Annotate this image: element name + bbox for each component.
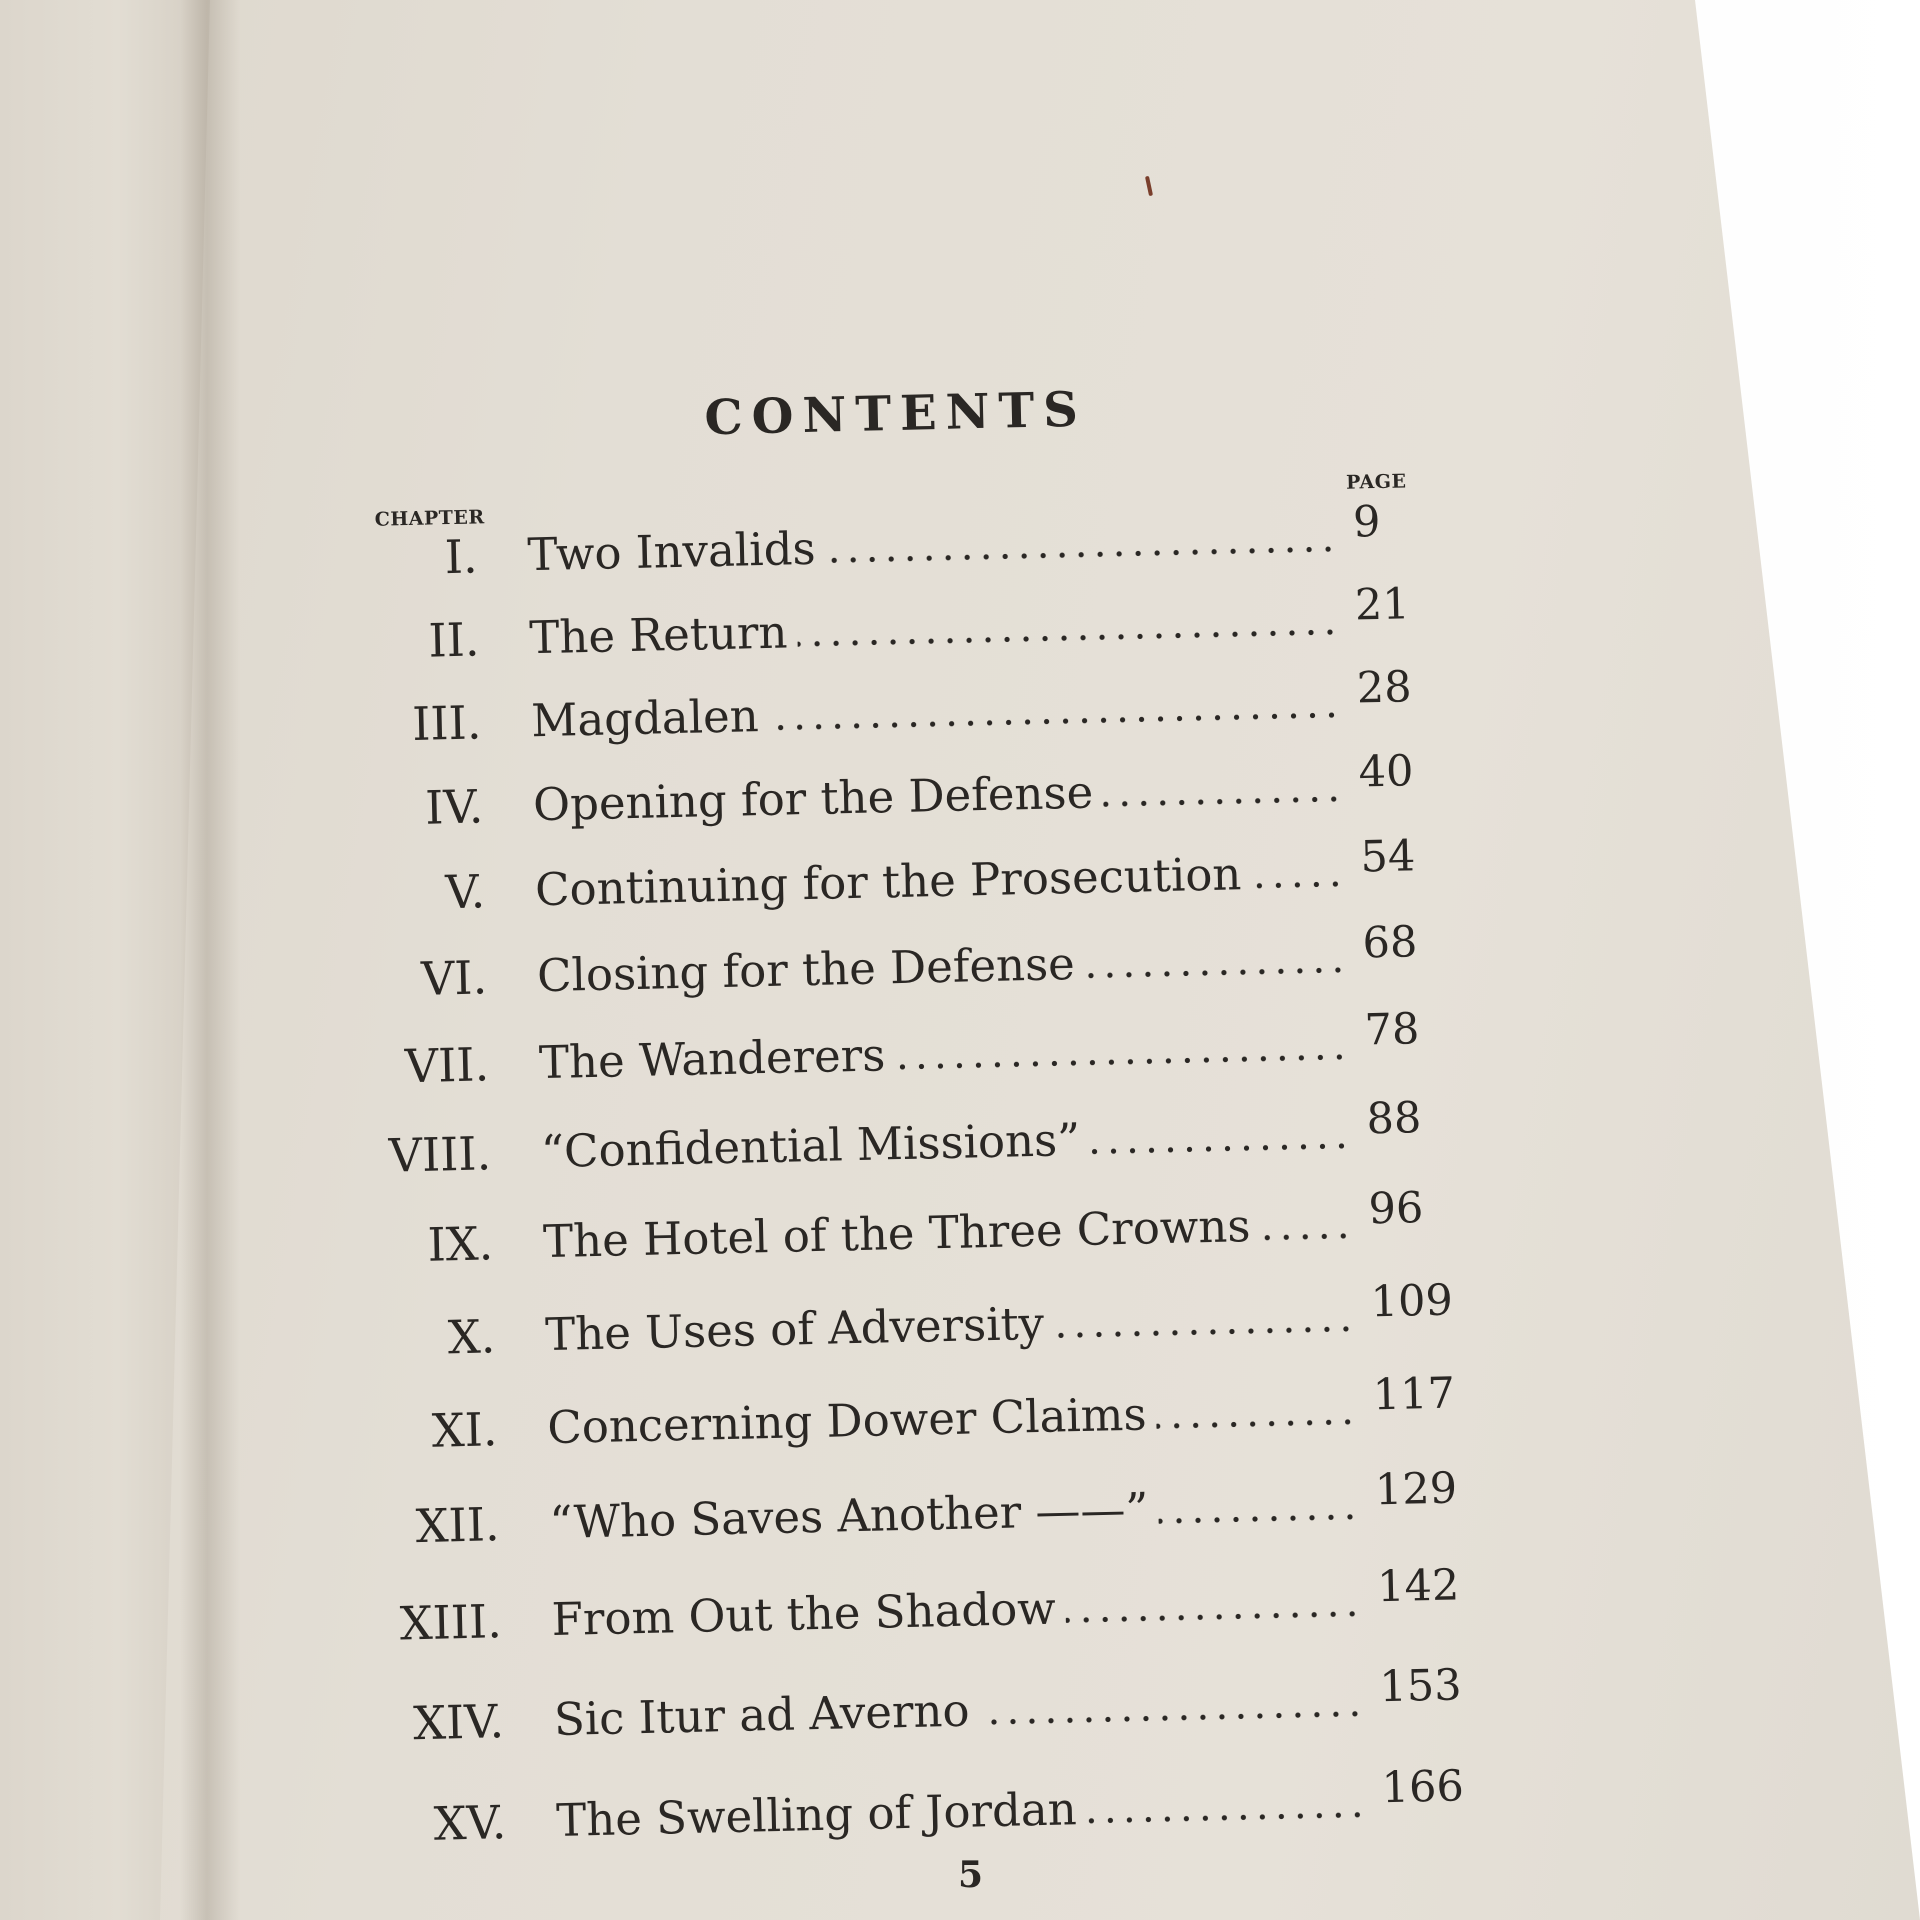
chapter-numeral: XII. [415, 1497, 501, 1554]
dot-leader [1157, 1418, 1358, 1431]
chapter-numeral: XI. [431, 1402, 498, 1458]
chapter-title: The Swelling of Jordan [555, 1782, 1078, 1847]
dot-leader [769, 711, 1342, 732]
dot-leader [798, 628, 1340, 648]
chapter-numeral: I. [444, 529, 479, 585]
dot-leader [895, 1053, 1349, 1071]
page-number: 54 [1360, 831, 1416, 883]
chapter-title: The Wanderers [538, 1028, 886, 1090]
page-number: 28 [1356, 662, 1413, 714]
chapter-numeral: XIII. [399, 1594, 503, 1651]
page-number: 109 [1370, 1275, 1454, 1328]
chapter-title: The Return [528, 605, 788, 665]
dot-leader [826, 545, 1338, 565]
page-number: 68 [1362, 917, 1418, 969]
chapter-title: Concerning Dower Claims [546, 1387, 1148, 1455]
chapter-title: Opening for the Defense [532, 765, 1094, 832]
dot-leader [1087, 1811, 1367, 1825]
chapter-title: From Out the Shadow [551, 1581, 1057, 1647]
dot-leader [1159, 1513, 1360, 1526]
chapter-numeral: IV. [424, 779, 484, 835]
dot-leader [1054, 1325, 1355, 1340]
chapter-title: The Uses of Adversity [544, 1296, 1045, 1362]
chapter-numeral: VI. [420, 950, 488, 1006]
toc-entry [14, 1662, 1920, 1776]
chapter-title: “Who Saves Another ——” [548, 1482, 1150, 1550]
page-number: 9 [1352, 496, 1381, 548]
chapter-numeral: XIV. [412, 1694, 505, 1751]
chapter-numeral: III. [411, 695, 482, 751]
chapter-numeral: VII. [404, 1037, 490, 1094]
dot-leader [1251, 880, 1345, 890]
dot-leader [980, 1710, 1364, 1727]
toc-entry [5, 1277, 1920, 1391]
chapter-numeral: VIII. [388, 1126, 492, 1183]
chapter-numeral: V. [444, 864, 486, 920]
chapter-title: Two Invalids [526, 521, 817, 582]
page-number: 142 [1376, 1560, 1460, 1613]
dot-leader [1103, 795, 1343, 808]
dot-leader [1085, 966, 1347, 980]
page-folio-number: 5 [958, 1854, 984, 1896]
page-title: CONTENTS [703, 381, 1088, 447]
page-number: 78 [1363, 1004, 1420, 1056]
page-number: 129 [1374, 1463, 1458, 1516]
toc-entry [7, 1370, 1920, 1484]
chapter-title: Closing for the Defense [536, 937, 1076, 1003]
chapter-numeral: X. [447, 1309, 496, 1365]
chapter-title: Sic Itur ad Averno [553, 1683, 971, 1747]
dot-leader [1066, 1610, 1362, 1625]
chapter-title: The Hotel of the Three Crowns [542, 1199, 1251, 1269]
chapter-title: “Confidential Missions” [540, 1112, 1081, 1179]
chapter-title: Continuing for the Prosecution [534, 847, 1242, 917]
page-column-heading: PAGE [1345, 470, 1407, 494]
page-number: 40 [1358, 746, 1414, 798]
page-number: 21 [1354, 579, 1411, 631]
chapter-title: Magdalen [530, 689, 760, 748]
chapter-numeral: II. [427, 612, 481, 668]
page-number: 88 [1365, 1093, 1422, 1145]
page-number: 96 [1368, 1183, 1424, 1235]
page-number: 117 [1372, 1368, 1456, 1421]
dot-leader [1261, 1232, 1354, 1242]
dot-leader [1090, 1142, 1351, 1156]
page-number: 153 [1378, 1660, 1463, 1713]
toc-entry [9, 1465, 1920, 1579]
chapter-numeral: IX. [427, 1216, 494, 1272]
toc-entry [11, 1562, 1920, 1676]
chapter-column-heading: CHAPTER [374, 506, 485, 531]
chapter-numeral: XV. [433, 1795, 507, 1851]
page-number: 166 [1381, 1761, 1465, 1814]
